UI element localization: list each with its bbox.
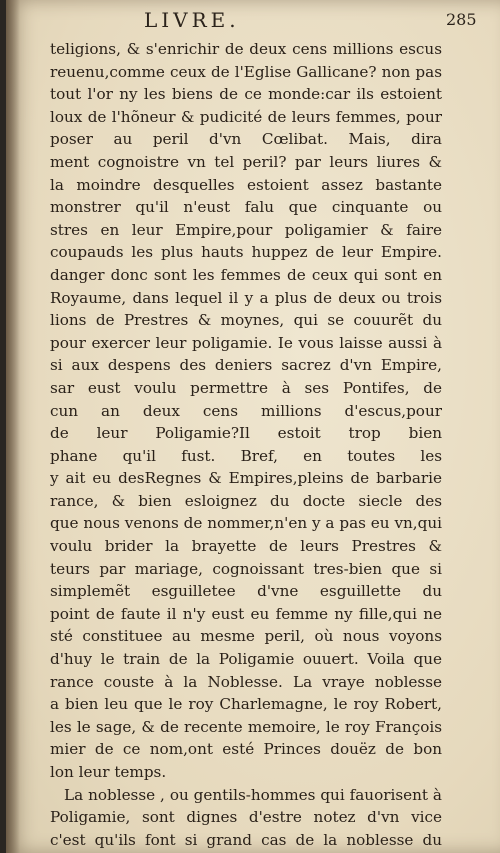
running-head: LIVRE. — [144, 8, 240, 32]
page-gutter-shadow — [6, 0, 20, 853]
text-line: lon leur temps. — [50, 763, 167, 781]
page-number: 285 — [446, 10, 477, 29]
text-line: rance, & bien esloignez du docte siecle des — [50, 491, 442, 510]
text-line: monstrer qu'il n'eust falu que cinquante ou — [50, 198, 442, 217]
text-line: la moindre desquelles estoient assez bastante — [50, 175, 442, 194]
text-line: c'est qu'ils font si grand cas de la noblesse du — [50, 830, 442, 849]
text-line: lions de Prestres & moynes, qui se couurẽt du — [50, 311, 442, 330]
body-text — [50, 38, 442, 853]
text-line: mier de ce nom,ont esté Princes douëz de bon — [50, 740, 442, 759]
text-line: de leur Poligamie?Il estoit trop bien — [50, 424, 442, 443]
paragraph-1 — [50, 38, 442, 784]
text-line: loux de l'hõneur & pudicité de leurs femmes, pour — [50, 107, 442, 126]
text-line: pour exercer leur poligamie. Ie vous laisse aussi à — [50, 333, 442, 352]
page-header — [6, 6, 500, 34]
text-line: cun an deux cens millions d'escus,pour — [50, 401, 442, 420]
text-line: sar eust voulu permettre à ses Pontifes, de — [50, 378, 442, 397]
text-line: poser au peril d'vn Cœlibat. Mais, dira — [50, 130, 442, 149]
text-line: La noblesse , ou gentils-hommes qui fauorisent à — [64, 785, 442, 804]
text-line: teligions, & s'enrichir de deux cens millions escus — [50, 40, 442, 58]
text-line: danger donc sont les femmes de ceux qui sont en — [50, 265, 442, 284]
text-line: y ait eu desRegnes & Empires,pleins de barbarie — [50, 469, 442, 488]
text-line: que nous venons de nommer,n'en y a pas eu vn,qui — [50, 514, 442, 533]
text-line: point de faute il n'y eust eu femme ny fille,qui ne — [50, 604, 442, 623]
text-line: tout l'or ny les biens de ce monde:car ils estoient — [50, 85, 442, 104]
paragraph-2 — [50, 784, 442, 853]
text-line: a bien leu que le roy Charlemagne, le roy Robert, — [50, 695, 442, 714]
book-page — [6, 0, 500, 853]
text-line: reuenu,comme ceux de l'Eglise Gallicane? non pas — [50, 62, 442, 81]
text-line: stres en leur Empire,pour poligamier & faire — [50, 220, 442, 239]
text-line: coupauds les plus hauts huppez de leur Empire. — [50, 243, 442, 262]
text-line: rance couste à la Noblesse. La vraye noblesse — [50, 672, 442, 691]
text-line: les le sage, & de recente memoire, le roy François — [50, 717, 442, 736]
text-line: Royaume, dans lequel il y a plus de deux ou trois — [50, 288, 442, 307]
text-line: sté constituee au mesme peril, où nous voyons — [50, 627, 442, 646]
text-line: teurs par mariage, cognoissant tres-bien que si — [50, 559, 442, 578]
text-line: si aux despens des deniers sacrez d'vn Empire, — [50, 356, 442, 375]
text-line: Poligamie, sont dignes d'estre notez d'vn vice — [50, 808, 442, 827]
text-line: simplemẽt esguilletee d'vne esguillette du — [50, 582, 442, 601]
text-line: phane qu'il fust. Bref, en toutes les — [50, 446, 442, 465]
text-line: ment cognoistre vn tel peril? par leurs liures & — [50, 152, 442, 171]
text-line: voulu brider la brayette de leurs Prestres & — [50, 537, 442, 556]
text-line: d'huy le train de la Poligamie ouuert. Voila que — [50, 650, 442, 669]
